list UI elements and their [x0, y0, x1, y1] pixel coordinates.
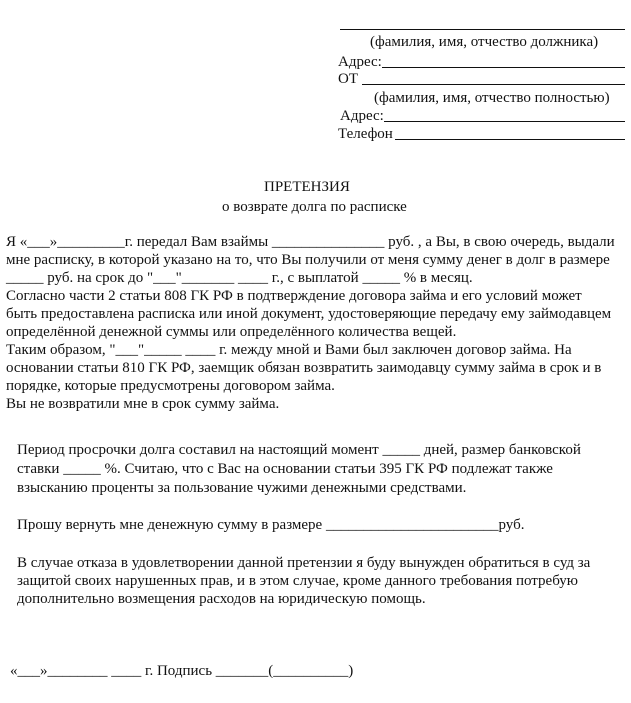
phone-line: [395, 139, 625, 140]
text-line: порядке, которые предусмотрены договором займа.: [6, 378, 335, 394]
text-line: защитой своих нарушенных прав, и в этом случае, кроме данного требования потребую: [17, 573, 578, 589]
text-line: Вы не возвратили мне в срок сумму займа.: [6, 396, 280, 412]
text-line: взысканию проценты за пользование чужими денежными средствами.: [17, 480, 467, 496]
text-line: _____ руб. на срок до "___"_______ ____ г., с выплатой _____ % в месяц.: [6, 270, 473, 286]
text-line: Я «___»_________г. передал Вам взаймы _______________ руб. , а Вы, в свою очередь, выдали: [6, 234, 615, 250]
date-signature-line: «___»________ ____ г. Подпись _______(__________): [10, 663, 354, 679]
text-line: ставки _____ %. Считаю, что с Вас на основании статьи 395 ГК РФ подлежат также: [17, 461, 553, 477]
from-label: ОТ: [338, 71, 358, 87]
debtor-name-line: [340, 29, 625, 30]
paragraph-request: Прошу вернуть мне денежную сумму в размере _______________________руб.: [17, 517, 525, 533]
text-line: В случае отказа в удовлетворении данной претензии я буду вынужден обратиться в суд за: [17, 555, 591, 571]
text-line: определённой денежной суммы или определённого количества вещей.: [6, 324, 457, 340]
text-line: Согласно части 2 статьи 808 ГК РФ в подтверждение договора займа и его условий может: [6, 288, 582, 304]
sender-caption: (фамилия, имя, отчество полностью): [374, 90, 610, 106]
text-line: Период просрочки долга составил на настоящий момент _____ дней, размер банковской: [17, 442, 581, 458]
document-subtitle: о возврате долга по расписке: [222, 199, 407, 215]
debtor-address-line: [382, 67, 625, 68]
debtor-caption: (фамилия, имя, отчество должника): [370, 34, 599, 50]
document-title: ПРЕТЕНЗИЯ: [264, 179, 350, 195]
text-line: быть предоставлена расписка или иной документ, удостоверяющие передачу ему займодавцем: [6, 306, 612, 322]
sender-name-line: [362, 84, 625, 85]
text-line: дополнительно возмещения расходов на юридическую помощь.: [17, 591, 426, 607]
text-line: основании статьи 810 ГК РФ, заемщик обязан возвратить заимодавцу сумму займа в срок и в: [6, 360, 602, 376]
phone-label: Телефон: [338, 126, 393, 142]
sender-address-line: [384, 121, 625, 122]
sender-address-label: Адрес:: [340, 108, 384, 124]
debtor-address-label: Адрес:: [338, 54, 382, 70]
text-line: мне расписку, в которой указано на то, что Вы получили от меня сумму денег в долг в размере: [6, 252, 610, 268]
text-line: Таким образом, "___"_____ ____ г. между мной и Вами был заключен договор займа. На: [6, 342, 572, 358]
